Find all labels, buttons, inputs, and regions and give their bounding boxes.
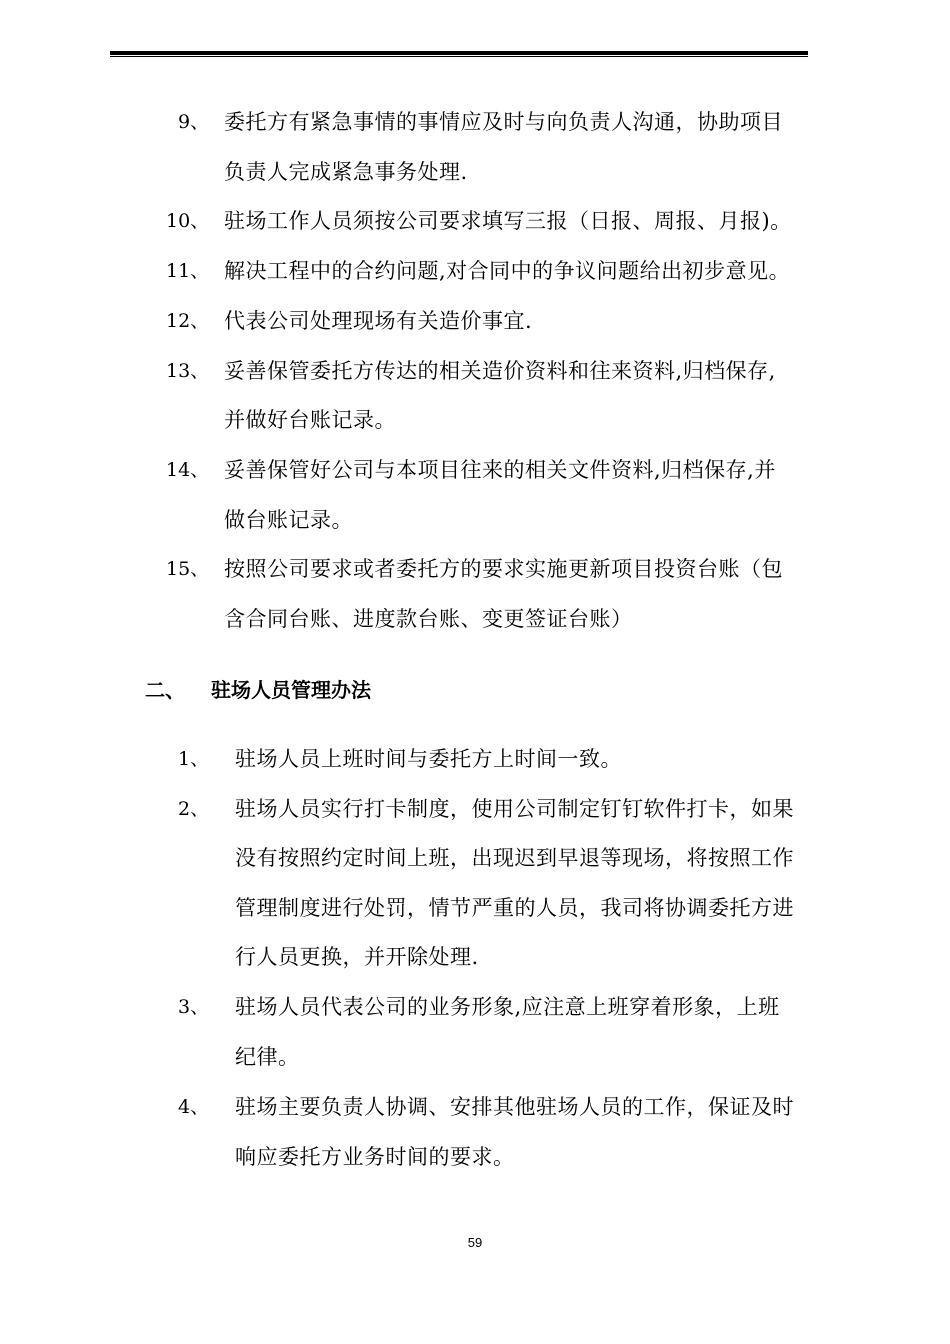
list-item-text: 妥善保管好公司与本项目往来的相关文件资料,归档保存,并 <box>224 458 776 482</box>
list-item-text: 驻场工作人员须按公司要求填写三报（日报、周报、月报)。 <box>224 209 792 233</box>
header-rule <box>110 51 808 58</box>
list-item-text: 管理制度进行处罚，情节严重的人员，我司将协调委托方进 <box>235 896 794 920</box>
list-item-text: 并做好台账记录。 <box>224 408 396 432</box>
list-item-number: 2、 <box>178 798 210 820</box>
page-number: 59 <box>467 1235 483 1250</box>
list-item-number: 15、 <box>166 558 210 580</box>
list-item-number: 10、 <box>166 210 210 232</box>
list-item-text: 没有按照约定时间上班，出现迟到早退等现场，将按照工作 <box>235 846 794 870</box>
list-item-number: 1、 <box>178 748 210 770</box>
list-item-text: 驻场人员代表公司的业务形象,应注意上班穿着形象，上班 <box>235 995 780 1019</box>
list-item-text: 响应委托方业务时间的要求。 <box>235 1145 515 1169</box>
list-item-text: 委托方有紧急事情的事情应及时与向负责人沟通，协助项目 <box>224 110 783 134</box>
list-item-number: 14、 <box>166 459 210 481</box>
section-title: 驻场人员管理办法 <box>211 678 371 702</box>
list-item-text: 做台账记录。 <box>224 508 353 532</box>
list-item-text: 驻场主要负责人协调、安排其他驻场人员的工作，保证及时 <box>235 1095 794 1119</box>
list-item-number: 13、 <box>166 360 210 382</box>
list-item-text: 妥善保管委托方传达的相关造价资料和往来资料,归档保存, <box>224 359 776 383</box>
section-number: 二、 <box>145 678 185 702</box>
list-item-text: 纪律。 <box>235 1045 300 1069</box>
header-rule-thin <box>110 56 808 57</box>
list-item-text: 含合同台账、进度款台账、变更签证台账） <box>224 607 633 631</box>
list-item-text: 行人员更换，并开除处理. <box>235 945 479 969</box>
list-item-text: 驻场人员实行打卡制度，使用公司制定钉钉软件打卡，如果 <box>235 797 794 821</box>
list-item-number: 3、 <box>178 996 210 1018</box>
list-item-number: 9、 <box>178 111 210 133</box>
list-item-text: 负责人完成紧急事务处理. <box>224 160 468 184</box>
header-rule-thick <box>110 51 808 55</box>
list-item-number: 4、 <box>178 1096 210 1118</box>
list-item-text: 按照公司要求或者委托方的要求实施更新项目投资台账（包 <box>224 557 783 581</box>
list-item-text: 代表公司处理现场有关造价事宜. <box>224 309 533 333</box>
list-item-text: 解决工程中的合约问题,对合同中的争议问题给出初步意见。 <box>224 259 791 283</box>
list-item-number: 11、 <box>166 260 210 282</box>
list-item-text: 驻场人员上班时间与委托方上时间一致。 <box>235 747 622 771</box>
list-item-number: 12、 <box>166 310 210 332</box>
